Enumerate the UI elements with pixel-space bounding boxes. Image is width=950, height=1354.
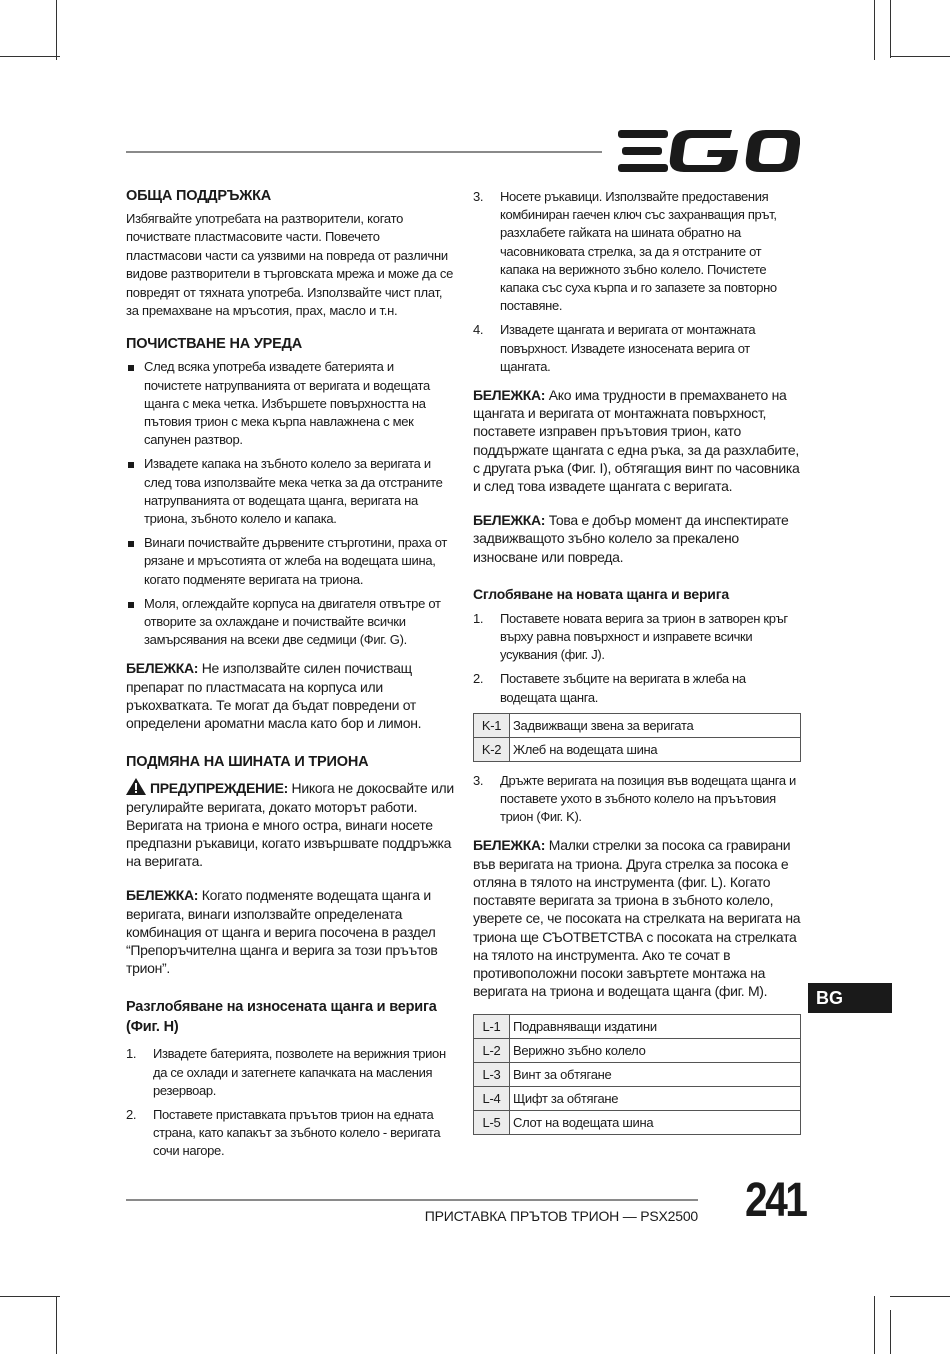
warning-label: ПРЕДУПРЕЖДЕНИЕ: xyxy=(150,780,288,797)
crop-mark xyxy=(890,0,891,58)
list-item: 1. Поставете новата верига за трион в затворен кръг върху равна повърхност и изправете всички усуквания (фиг. J). xyxy=(473,610,788,663)
list-item: Винаги почиствайте дървените стърготини, праха от рязане и мръсотията от жлеба на водещата шина, когато подменяте веригата на триона. xyxy=(126,534,454,589)
list-item: 2. Поставете приставката пръътов трион на едната страна, като капакът за зъбното колело - веригата сочи нагоре. xyxy=(126,1106,441,1159)
assembly-heading: Сглобяване на новата щанга и верига xyxy=(473,585,729,602)
ego-logo xyxy=(618,130,800,172)
replace-heading: ПОДМЯНА НА ШИНАТА И ТРИОНА xyxy=(126,754,369,771)
legend-table-k xyxy=(473,713,801,762)
footer-title: ПРИСТАВКА ПРЪТОВ ТРИОН — PSX2500 xyxy=(424,1208,698,1224)
footer-rule xyxy=(126,1199,698,1201)
crop-mark xyxy=(0,56,60,57)
list-item: След всяка употреба извадете батерията и почистете натрупванията от веригата и водещата щанга с мека четка. Избършете повърхността на пътовия трион с мека кърпа навлажнена с мек сапунен разтвор. xyxy=(126,358,454,449)
table-row: K-2 Жлеб на водещата шина xyxy=(474,737,801,761)
replace-warning xyxy=(126,778,454,870)
note-text: Ако има трудности в премахването на щангата и веригата от монтажната повърхност, поставете изправен пръътовия трион, като поддържате щангата с една ръка, за да разхлабите, с другата ръка (Фиг. I), обтягащия винт по часовника и след това извадете щангата с веригата. xyxy=(473,387,800,495)
table-row: L-1 Подравняващи издатини xyxy=(474,1015,801,1039)
list-item: Моля, оглеждайте корпуса на двигателя отвътре от отворите за охлаждане и почиствайте всички замърсявания на всеки две седмици (Фиг. G). xyxy=(126,595,454,650)
note-label: БЕЛЕЖКА: xyxy=(126,887,199,904)
removal-note xyxy=(473,386,803,495)
crop-mark xyxy=(874,1296,875,1354)
crop-mark xyxy=(890,56,950,57)
list-item: 1. Извадете батерията, позволете на верижния трион да се охлади и затегнете капачката на масления резервоар. xyxy=(126,1046,446,1098)
crop-mark xyxy=(0,1296,60,1297)
general-care-heading: ОБЩА ПОДДРЪЖКА xyxy=(126,188,272,204)
language-tab: BG xyxy=(808,983,892,1013)
right-column xyxy=(473,188,803,1145)
header-rule xyxy=(126,151,602,153)
table-row: L-5 Слот на водещата шина xyxy=(474,1111,801,1135)
cleaning-list xyxy=(126,358,454,649)
page-number: 241 xyxy=(745,1174,806,1227)
note-text: Когато подменяте водещата щанга и веригата, винаги използвайте определената комбинация от щанга и верига посочена в раздел “Препоръчителна щанга и верига за този пръътов трион”. xyxy=(126,887,438,977)
note-label: БЕЛЕЖКА: xyxy=(126,660,199,677)
inspect-note xyxy=(473,511,803,566)
direction-note xyxy=(473,836,803,1000)
general-care-text: Избягвайте употребата на разтворители, когато почиствате пластмасовите части. Повечето пластмасови части са уязвими на повреда от различни видове разтворители в търговската мрежа и може да се повредят от тяхната употреба. Използвайте чист плат, за премахване на мръсотия, прах, масло и т.н. xyxy=(126,211,454,319)
warning-text: Никога не докосвайте или регулирайте веригата, докато моторът работи. Веригата на триона е много остра, винаги носете предпазни ръкавици, когато извършвате поддръжка на веригата. xyxy=(126,780,454,870)
list-item: 3. Дръжте веригата на позиция във водещата щанга и поставете ухото в зъбното колело на пръътовия трион (Фиг. K). xyxy=(473,772,796,825)
crop-mark xyxy=(56,0,57,60)
crop-mark xyxy=(874,0,875,60)
crop-mark xyxy=(890,1310,891,1354)
note-label: БЕЛЕЖКА: xyxy=(473,837,546,854)
crop-mark xyxy=(890,1296,950,1297)
list-item: 3. Носете ръкавици. Използвайте предоставения комбиниран гаечен ключ със захранващия прът, разхлабете гайката на шината обратно на часовниковата стрелка, за да я отстраните от капака на верижното зъбно колело. Почистете капака със суха кърпа и го запазете за повторно поставяне. xyxy=(473,189,777,314)
crop-mark xyxy=(56,1296,57,1354)
disassembly-steps xyxy=(126,1045,454,1160)
note-text: Това е добър момент да инспектирате задвижващото зъбно колело за прекалено износване или повреда. xyxy=(473,512,789,565)
table-row: L-3 Винт за обтягане xyxy=(474,1063,801,1087)
note-label: БЕЛЕЖКА: xyxy=(473,387,546,404)
replace-note xyxy=(126,886,454,977)
note-text: Малки стрелки за посока са гравирани във веригата на триона. Друга стрелка за посока е отляна в тялото на инструмента (фиг. L). Когато поставяте веригата за триона в зъбното колело, уверете се, че посоката на стрелката на веригата на триона ще СЪОТВЕТСТВА с посоката на стрелката на тялото на инструмента. Ако те сочат в противоположни посоки завъртете монтажа на веригата на триона и водещата щанга (фиг. M). xyxy=(473,837,801,1000)
note-label: БЕЛЕЖКА: xyxy=(473,512,546,529)
table-row: L-4 Щифт за обтягане xyxy=(474,1087,801,1111)
disassembly-steps-cont xyxy=(473,188,803,376)
assembly-steps-cont xyxy=(473,772,803,827)
warning-icon xyxy=(126,778,146,795)
list-item: Извадете капака на зъбното колело за веригата и след това използвайте мека четка за да отстраните натрупванията от водещата щанга, веригата на триона, зъбното колело и капака. xyxy=(126,455,454,528)
list-item: 2. Поставете зъбците на веригата в жлеба на водещата щанга. xyxy=(473,671,746,705)
note-text: Не използвайте силен почистващ препарат по пластмасата на корпуса или ръкохватката. Те могат да бъдат повредени от определени ароматни масла като бор и лимон. xyxy=(126,660,422,732)
cleaning-heading: ПОЧИСТВАНЕ НА УРЕДА xyxy=(126,336,303,353)
list-item: 4. Извадете щангата и веригата от монтажната повърхност. Извадете износената верига от щангата. xyxy=(473,322,756,374)
legend-table-l xyxy=(473,1014,801,1135)
left-column xyxy=(126,188,454,1171)
cleaning-note xyxy=(126,659,454,732)
assembly-steps xyxy=(473,610,803,707)
disassembly-heading: Разглобяване на износената щанга и верига (Фиг. H) xyxy=(126,999,437,1036)
table-row: L-2 Верижно зъбно колело xyxy=(474,1039,801,1063)
table-row: K-1 Задвижващи звена за веригата xyxy=(474,713,801,737)
